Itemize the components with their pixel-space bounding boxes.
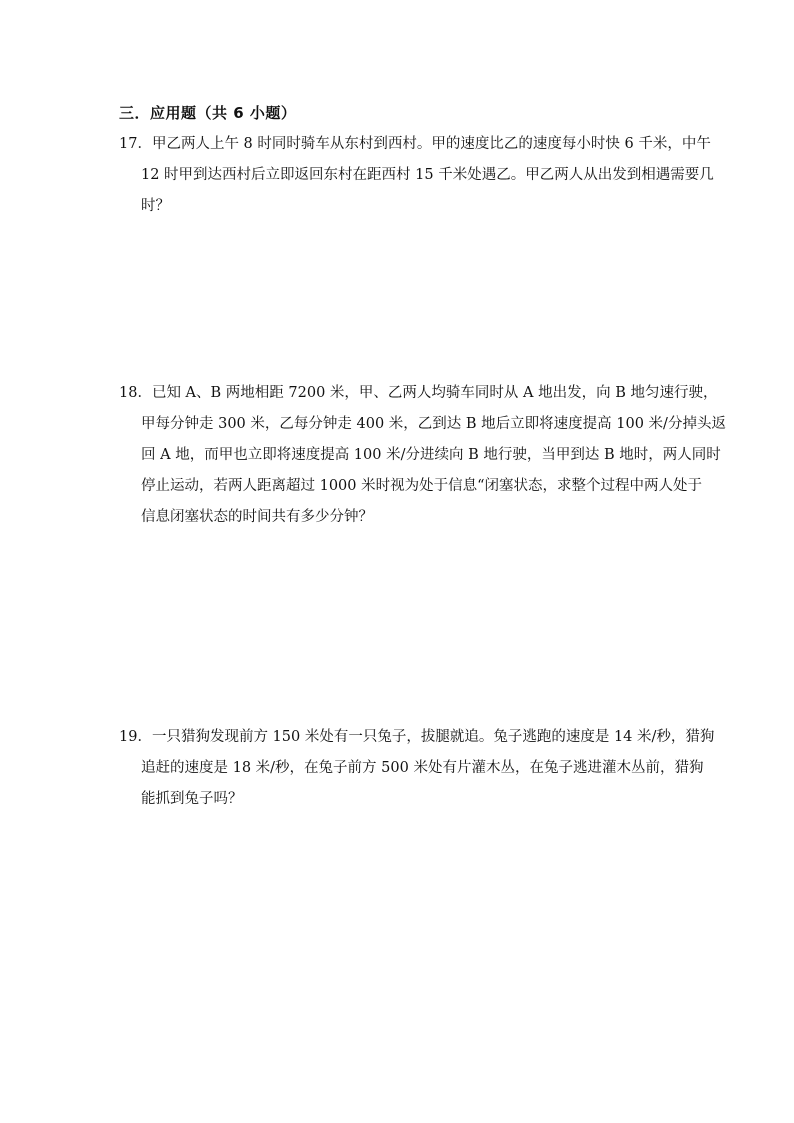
- problem-line: 能抓到兔子吗？: [141, 791, 243, 807]
- problem-text: 已知 A、B 两地相距 7200 米，甲、乙两人均骑车同时从 A 地出发，向 B 地匀速行驶，: [151, 385, 718, 401]
- problem-number: 17．: [119, 136, 152, 152]
- problem-line: 时？: [141, 198, 170, 214]
- problem-line: 回 A 地，而甲也立即将速度提高 100 米/分进续向 B 地行驶，当甲到达 B 地时，两人同时: [141, 447, 721, 463]
- problem-text: 一只猎狗发现前方 150 米处有一只兔子，拔腿就追。兔子逃跑的速度是 14 米/秒，猎狗: [151, 729, 715, 745]
- problem-18: [119, 378, 726, 533]
- problem-line: [119, 129, 711, 160]
- problem-line: [119, 378, 718, 409]
- problem-text: 甲乙两人上午 8 时同时骑车从东村到西村。甲的速度比乙的速度每小时快 6 千米，中午: [151, 136, 711, 152]
- problem-17: [119, 129, 714, 222]
- problem-line: 追赶的速度是 18 米/秒，在兔子前方 500 米处有片灌木丛，在兔子逃进灌木丛前，猎狗: [141, 760, 704, 776]
- section-title: 三．应用题（共 6 小题）: [119, 104, 297, 122]
- problem-line: [119, 722, 715, 753]
- problem-line: 甲每分钟走 300 米，乙每分钟走 400 米，乙到达 B 地后立即将速度提高 100 米/分掉头返: [141, 416, 726, 432]
- problem-line: 信息闭塞状态的时间共有多少分钟？: [141, 509, 373, 525]
- problem-number: 19．: [119, 729, 152, 745]
- problem-line: 停止运动，若两人距离超过 1000 米时视为处于信息“闭塞状态，求整个过程中两人处于: [141, 478, 703, 494]
- problem-19: [119, 722, 715, 815]
- problem-line: 12 时甲到达西村后立即返回东村在距西村 15 千米处遇乙。甲乙两人从出发到相遇需要几: [141, 167, 714, 183]
- problem-number: 18．: [119, 385, 152, 401]
